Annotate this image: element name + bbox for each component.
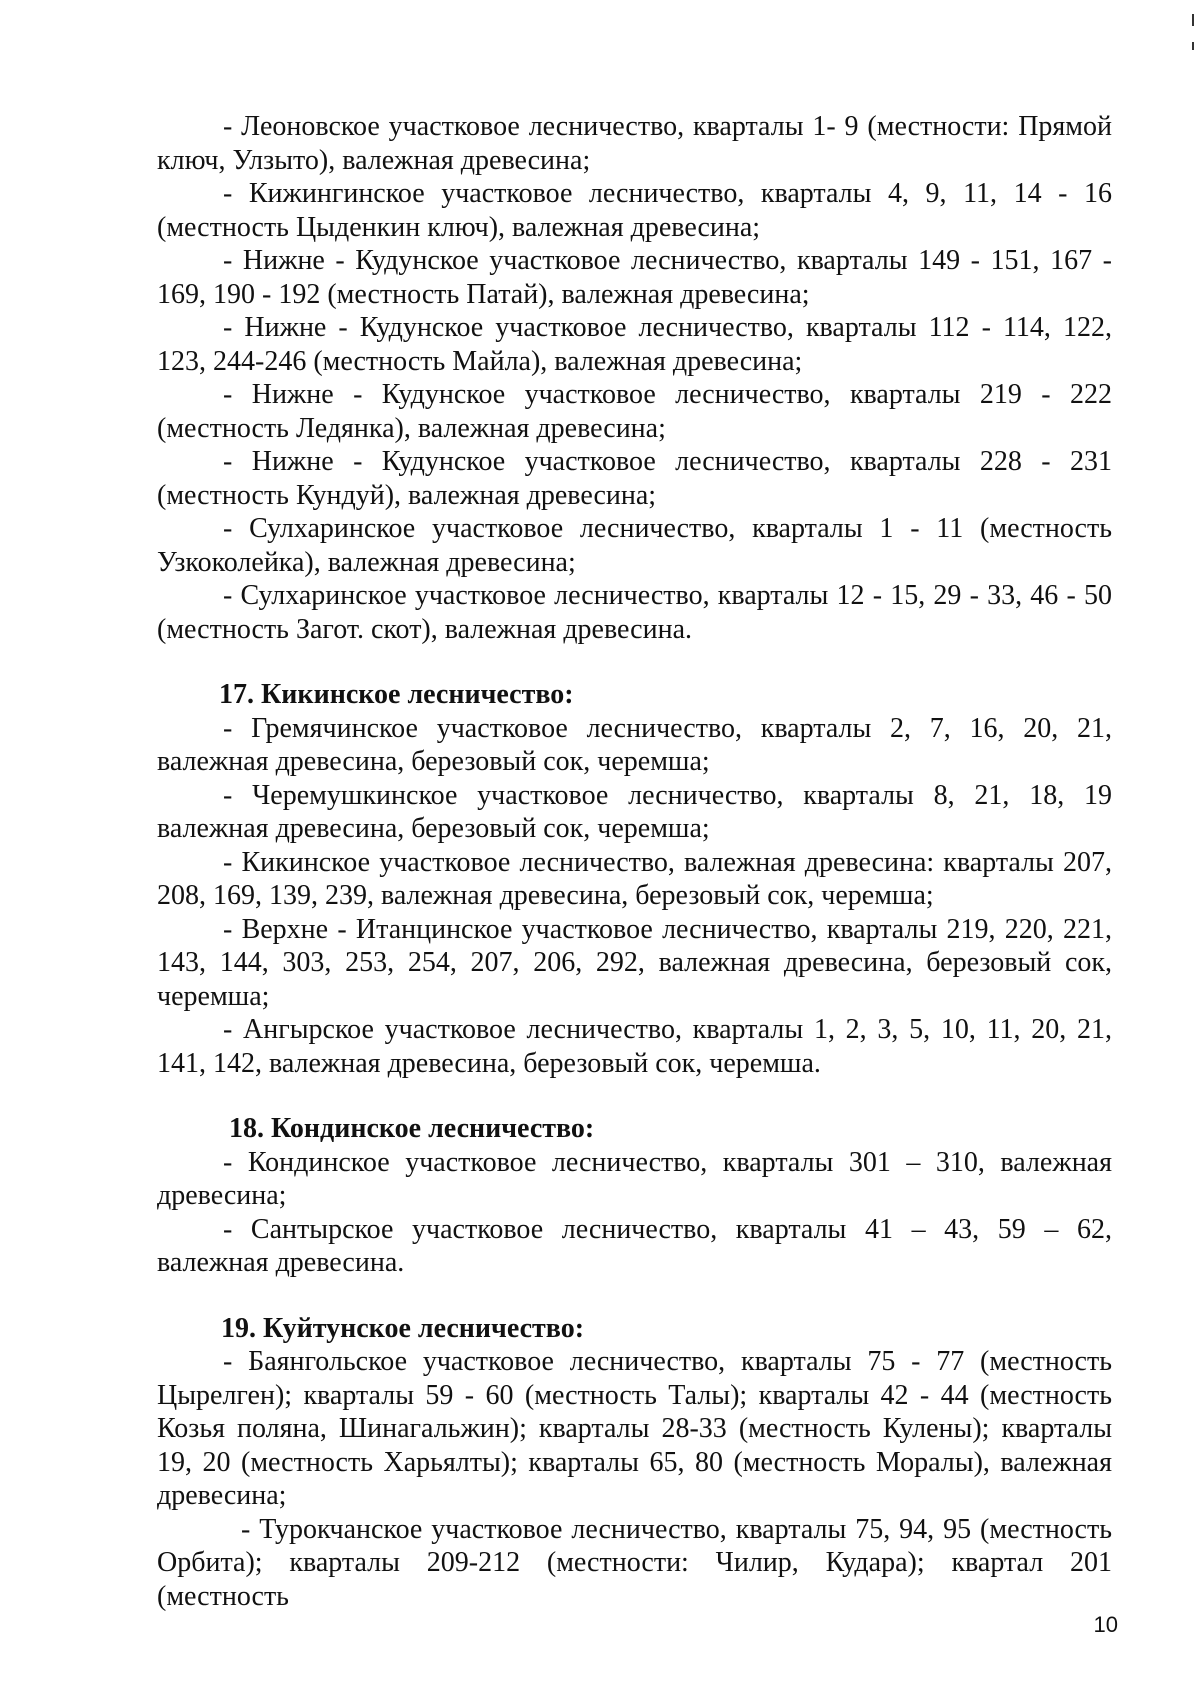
list-item: - Кикинское участковое лесничество, валежная древесина: кварталы 207, 208, 169, 139, 239, валежная древесина, березовый сок, черемша; bbox=[157, 846, 1112, 911]
list-item: - Ангырское участковое лесничество, кварталы 1, 2, 3, 5, 10, 11, 20, 21, 141, 142, валежная древесина, березовый сок, черемша. bbox=[157, 1014, 1112, 1079]
list-item: - Нижне - Кудунское участковое лесничество, кварталы 112 - 114, 122, 123, 244-246 (местность Майла), валежная древесина; bbox=[157, 312, 1112, 377]
list-item: - Баянгольское участковое лесничество, кварталы 75 - 77 (местность Цырелген); кварталы 59 - 60 (местность Талы); кварталы 42 - 44 (местность Козья поляна, Шинагальжин); кварталы 28-33 (местность Кулены); кварталы 19, 20 (местность Харьялты); кварталы 65, 80 (местность Моралы), валежная древесина; bbox=[157, 1346, 1112, 1511]
list-item: - Сантырское участковое лесничество, кварталы 41 – 43, 59 – 62, валежная древесина. bbox=[157, 1213, 1112, 1278]
list-item: - Верхне - Итанцинское участковое лесничество, кварталы 219, 220, 221, 143, 144, 303, 253, 254, 207, 206, 292, валежная древесина, березовый сок, черемша; bbox=[157, 913, 1112, 1012]
list-item: - Кижингинское участковое лесничество, кварталы 4, 9, 11, 14 - 16 (местность Цыденкин ключ), валежная древесина; bbox=[157, 178, 1112, 243]
list-item: - Нижне - Кудунское участковое лесничество, кварталы 219 - 222 (местность Ледянка), валежная древесина; bbox=[157, 379, 1112, 444]
list-item: - Кондинское участковое лесничество, кварталы 301 – 310, валежная древесина; bbox=[157, 1146, 1112, 1211]
list-item: - Гремячинское участковое лесничество, кварталы 2, 7, 16, 20, 21, валежная древесина, березовый сок, черемша; bbox=[157, 712, 1112, 777]
scan-mark bbox=[1192, 42, 1194, 50]
section-heading-19: 19. Куйтунское лесничество: bbox=[221, 1312, 585, 1344]
list-item: - Сулхаринское участковое лесничество, кварталы 1 - 11 (местность Узкоколейка), валежная древесина; bbox=[157, 513, 1112, 578]
list-item: - Турокчанское участковое лесничество, кварталы 75, 94, 95 (местность Орбита); кварталы 209-212 (местности: Чилир, Кудара); квартал 201 (местность bbox=[157, 1513, 1112, 1612]
section-heading-18: 18. Кондинское лесничество: bbox=[229, 1113, 595, 1144]
list-item: - Леоновское участковое лесничество, кварталы 1- 9 (местности: Прямой ключ, Улзыто), валежная древесина; bbox=[157, 111, 1112, 176]
page-number: 10 bbox=[1093, 1612, 1118, 1637]
section-heading-17: 17. Кикинское лесничество: bbox=[219, 679, 574, 710]
list-item: - Сулхаринское участковое лесничество, кварталы 12 - 15, 29 - 33, 46 - 50 (местность Загот. скот), валежная древесина. bbox=[157, 580, 1112, 645]
list-item: - Черемушкинское участковое лесничество, кварталы 8, 21, 18, 19 валежная древесина, березовый сок, черемша; bbox=[157, 779, 1112, 844]
scan-mark bbox=[1192, 14, 1194, 26]
list-item: - Нижне - Кудунское участковое лесничество, кварталы 228 - 231 (местность Кундуй), валежная древесина; bbox=[157, 446, 1112, 511]
document-body bbox=[157, 110, 1112, 1613]
list-item: - Нижне - Кудунское участковое лесничество, кварталы 149 - 151, 167 - 169, 190 - 192 (местность Патай), валежная древесина; bbox=[157, 245, 1112, 310]
